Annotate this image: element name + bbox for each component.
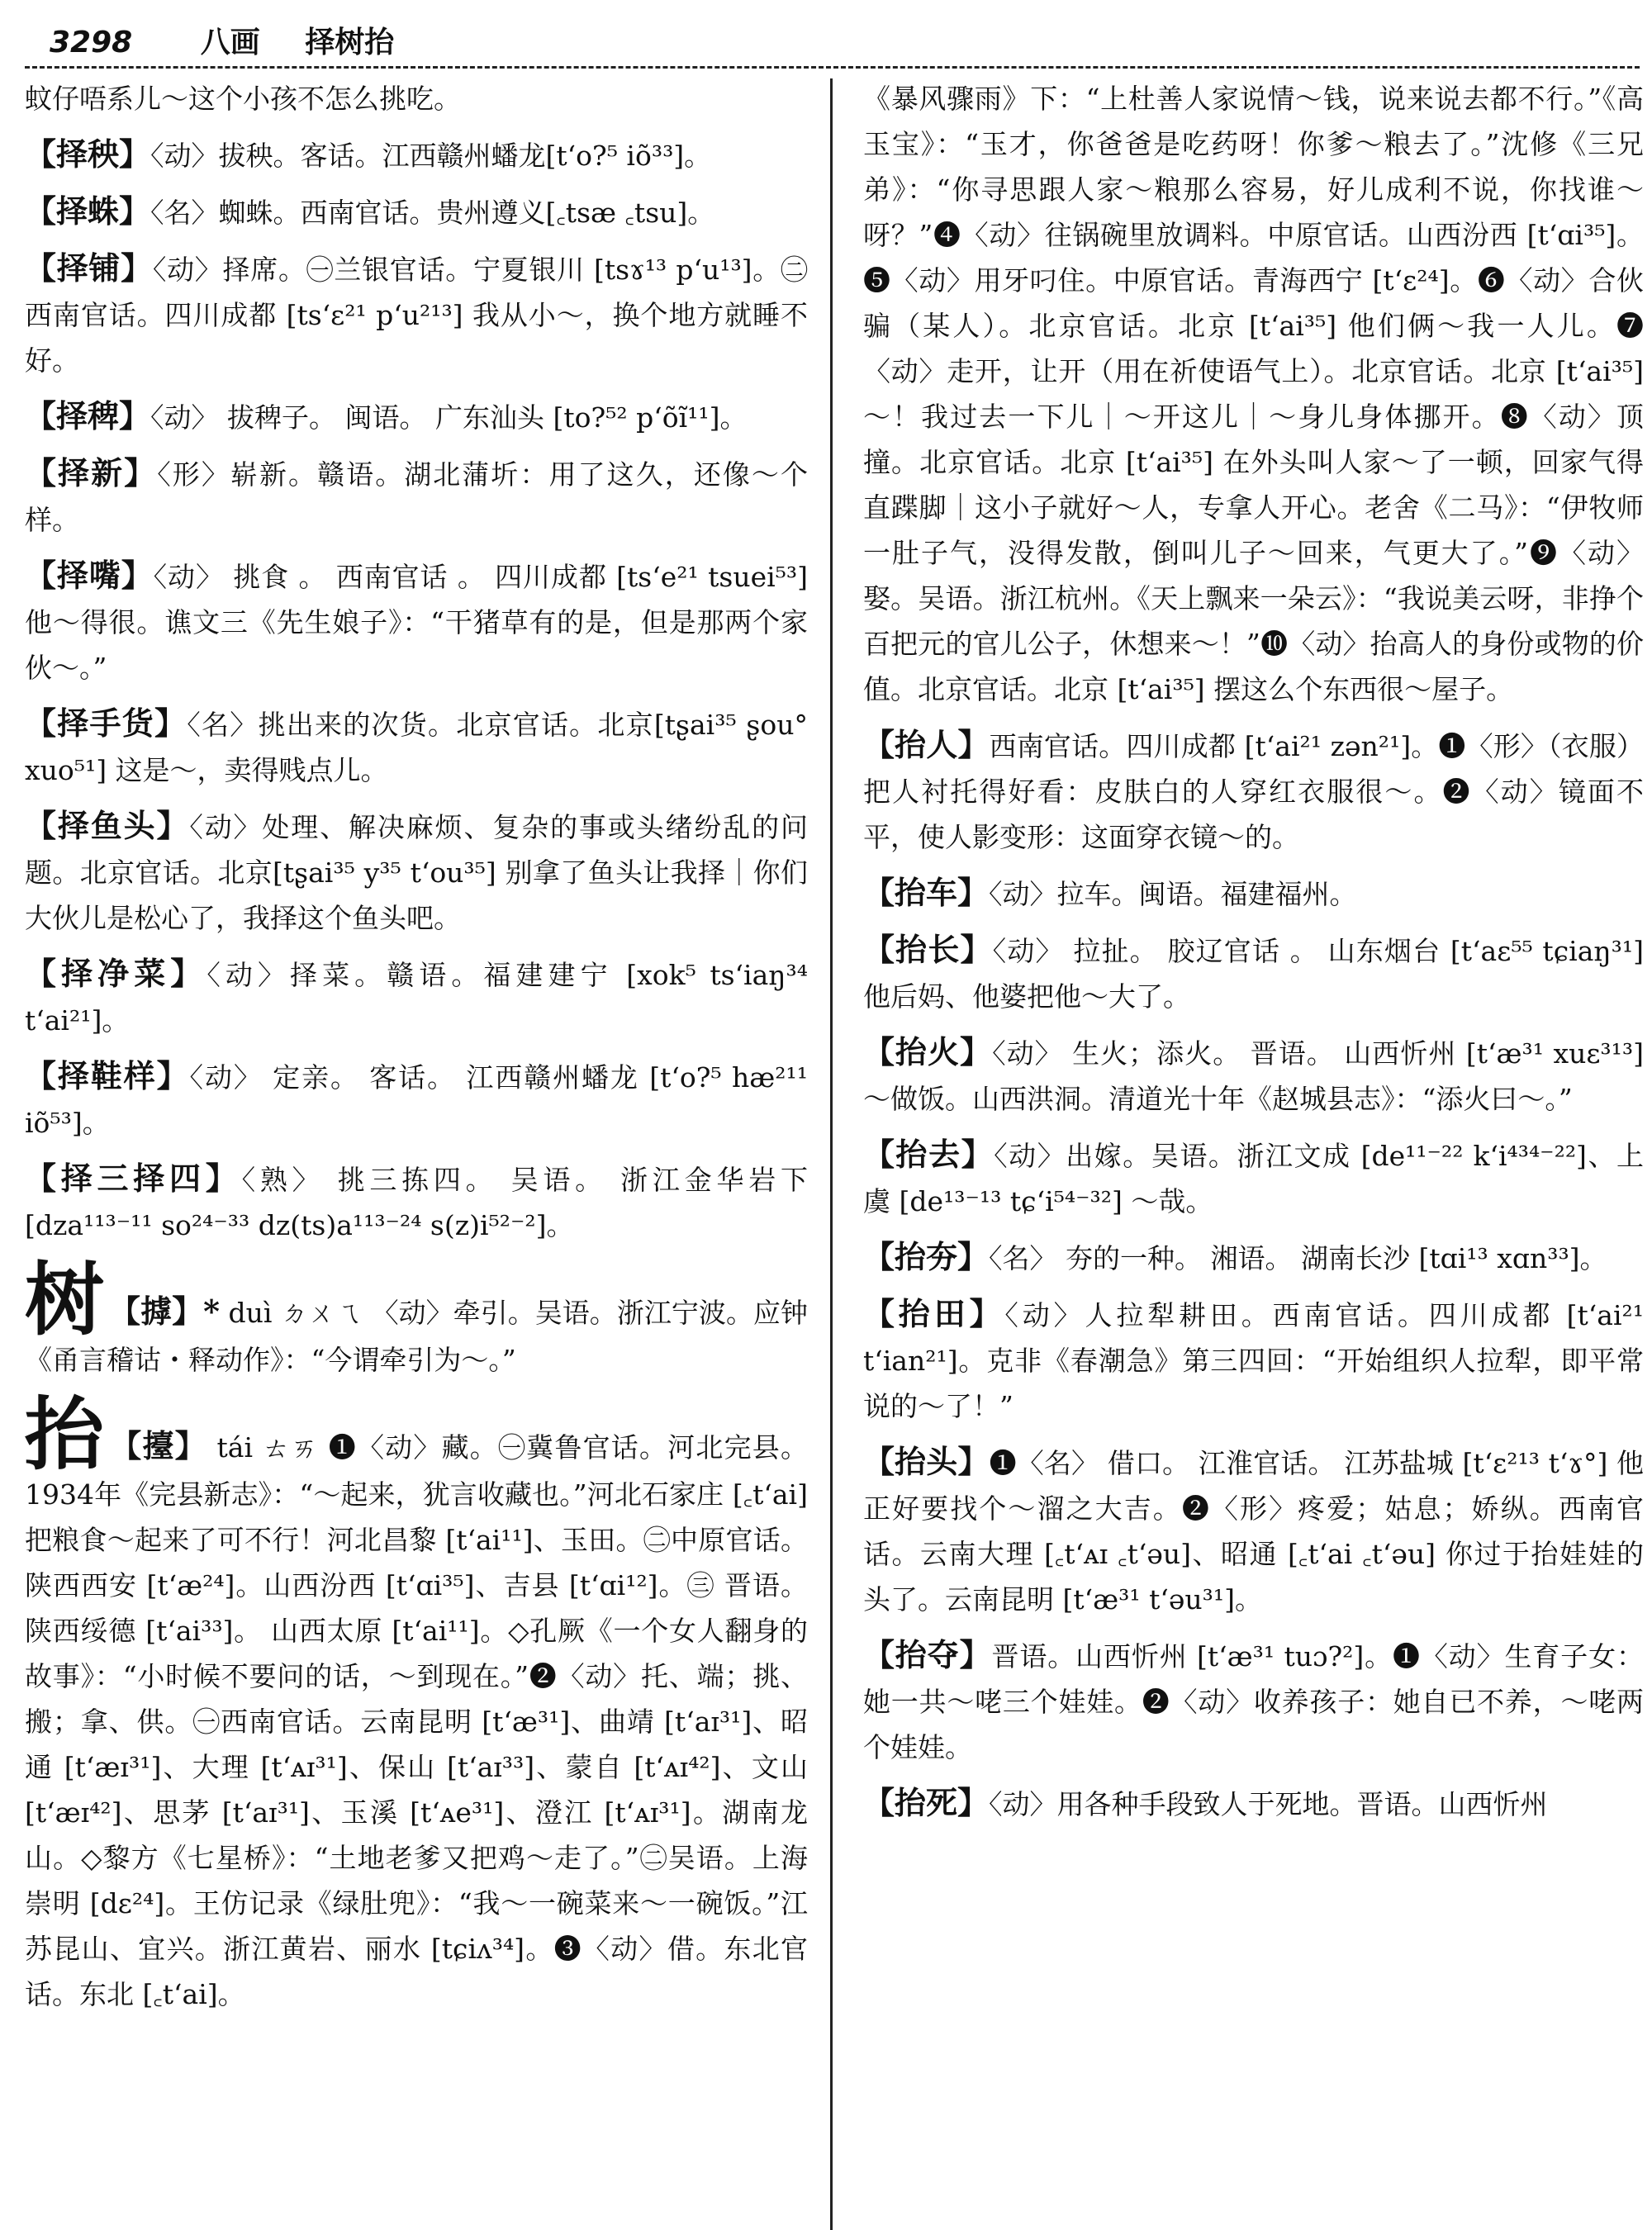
entry-text: 〈形〉崭新。赣语。湖北蒲圻：用了这久，还像～个样。 <box>25 458 808 536</box>
entry-text: 〈动〉 拔稗子。 闽语。 广东汕头 [to?⁵² p‘õĩ¹¹]。 <box>150 401 748 434</box>
variant-form: 【摢】* <box>109 1293 220 1330</box>
entry-text: 〈熟〉 挑三拣四。 吴语。 浙江金华岩下 [dza¹¹³⁻¹¹ so²⁴⁻³³ dz(ts)a¹¹³⁻²⁴ s(z)i⁵²⁻²]。 <box>25 1164 808 1241</box>
entry-headword: 【抬夯】 <box>863 1238 990 1275</box>
head-character: 树 <box>25 1253 105 1346</box>
dictionary-entry <box>863 1632 1644 1770</box>
dictionary-entry <box>25 1155 808 1248</box>
entry-text: 〈动〉 生火；添火。 晋语。 山西忻州 [t‘æ³¹ xuɛ³¹³]～做饭。山西洪洞。清道光十年《赵城县志》：“添火曰～。” <box>863 1037 1644 1115</box>
entry-text: 《暴风骤雨》下：“上杜善人家说情～钱，说来说去都不行。”《高玉宝》：“玉才，你爸爸是吃药呀！你爹～粮去了。”沈修《三兄弟》：“你寻思跟人家～粮那么容易，好儿成利不说，你找谁～呀？”❹〈动〉往锅碗里放调料。中原官话。山西汾西 [t‘ɑi³⁵]。❺〈动〉用牙叼住。中原官话。青海西宁 [t‘ɛ²⁴]。❻〈动〉合伙骗（某人）。北京官话。北京 [t‘ai³⁵] 他们俩～我一人儿。❼〈动〉走开，让开（用在祈使语气上）。北京官话。北京 [t‘ai³⁵] ～！我过去一下儿｜～开这儿｜～身儿身体挪开。❽〈动〉顶撞。北京官话。北京 [t‘ai³⁵] 在外头叫人家～了一顿，回家气得直蹀脚｜这小子就好～人，专拿人开心。老舍《二马》：“伊牧师一肚子气，没得发散，倒叫儿子～回来，气更大了。”❾〈动〉娶。吴语。浙江杭州。《天上飘来一朵云》：“我说美云呀，非挣个百把元的官儿公子，休想来～！”❿〈动〉抬高人的身份或物的价值。北京官话。北京 [t‘ai³⁵] 摆这么个东西很～屋子。 <box>863 83 1644 705</box>
entry-headword: 【择蛛】 <box>25 192 151 230</box>
dictionary-entry <box>25 803 808 941</box>
entry-text: 〈名〉挑出来的次货。北京官话。北京[tʂai³⁵ ʂou° xuo⁵¹] 这是～，卖得贱点儿。 <box>25 709 808 786</box>
entry-text: 西南官话。四川成都 [t‘ai²¹ zən²¹]。❶〈形〉（衣服）把人衬托得好看：皮肤白的人穿红衣服很～。❷〈动〉镜面不平，使人影变形：这面穿衣镜～的。 <box>863 730 1644 853</box>
dictionary-entry <box>863 927 1644 1019</box>
entry-headword: 【择净菜】 <box>25 955 207 992</box>
section-label: 八画 <box>200 26 260 59</box>
entry-text: 〈动〉择菜。赣语。福建建宁 [xok⁵ ts‘iaŋ³⁴ t‘ai²¹]。 <box>25 959 808 1037</box>
header-rule <box>25 66 1640 69</box>
page-number: 3298 <box>50 26 133 59</box>
dictionary-entry <box>25 131 808 178</box>
entry-headword: 【择手货】 <box>25 705 188 742</box>
entry-headword: 【抬人】 <box>863 726 990 763</box>
entry-text: duì ㄉㄨㄟ 〈动〉牵引。吴语。浙江宁波。应钟《甬言稽诂・释动作》：“今谓牵引为～。” <box>25 1297 808 1376</box>
header-chars: 择树抬 <box>305 26 395 59</box>
entry-headword: 【择秧】 <box>25 135 151 173</box>
entry-text: 〈动〉拉车。闽语。福建福州。 <box>989 878 1357 910</box>
dictionary-entry <box>863 1234 1644 1281</box>
entry-text: 〈动〉人拉犁耕田。西南官话。四川成都 [t‘ai²¹ t‘ian²¹]。克非《春潮急》第三四回：“开始组织人拉犁，即平常说的～了！” <box>863 1299 1644 1422</box>
dictionary-entry <box>25 951 808 1043</box>
variant-form: 【擡】 <box>110 1427 207 1464</box>
entry-headword: 【择新】 <box>25 454 158 491</box>
entry-headword: 【抬车】 <box>863 874 990 911</box>
dictionary-entry <box>25 700 808 793</box>
dictionary-entry <box>863 1132 1644 1224</box>
left-column <box>25 76 808 2223</box>
character-entry <box>25 1388 808 2017</box>
dictionary-entry <box>25 393 808 440</box>
dictionary-entry <box>25 450 808 543</box>
dictionary-entry <box>863 1439 1644 1622</box>
dictionary-entry <box>25 245 808 383</box>
entry-headword: 【抬田】 <box>863 1295 1005 1332</box>
head-character: 抬 <box>25 1388 106 1481</box>
right-column <box>863 76 1644 2223</box>
dictionary-entry <box>863 1029 1644 1122</box>
entry-headword: 【抬火】 <box>863 1033 993 1070</box>
entry-text: 〈动〉择席。㊀兰银官话。宁夏银川 [tsɤ¹³ p‘u¹³]。㊁西南官话。四川成都 [ts‘ɛ²¹ p‘u²¹³] 我从小～，换个地方就睡不好。 <box>25 254 808 377</box>
entry-text: tái ㄊㄞ ❶〈动〉藏。㊀冀鲁官话。河北完县。1934年《完县新志》：“～起来，犹言收藏也。”河北石家庄 [꜀t‘ai] 把粮食～起来了可不行！河北昌黎 [t‘ai¹¹]、玉田。㊁中原官话。陕西西安 [t‘æ²⁴]。山西汾西 [t‘ɑi³⁵]、吉县 [t‘ɑi¹²]。㊂ 晋语。 陕西绥德 [t‘ai³³]。 山西太原 [t‘ai¹¹]。◇孔厥《一个女人翻身的故事》：“小时候不要问的话，～到现在。”❷〈动〉托、端；挑、搬；拿、供。㊀西南官话。云南昆明 [t‘æ³¹]、曲靖 [t‘aɪ³¹]、昭通 [t‘æɪ³¹]、大理 [t‘ᴀɪ³¹]、保山 [t‘aɪ³³]、蒙自 [t‘ᴀɪ⁴²]、文山 [t‘æɪ⁴²]、思茅 [t‘aɪ³¹]、玉溪 [t‘ᴀe³¹]、澄江 [t‘ᴀɪ³¹]。湖南龙山。◇黎方《七星桥》：“土地老爹又把鸡～走了。”㊁吴语。上海崇明 [dɛ²⁴]。王仿记录《绿肚兜》：“我～一碗菜来～一碗饭。”江苏昆山、宜兴。浙江黄岩、丽水 [tɕiʌ³⁴]。❸〈动〉借。东北官话。东北 [꜀t‘ai]。 <box>25 1431 808 2010</box>
column-divider <box>830 78 833 2230</box>
entry-headword: 【抬头】 <box>863 1443 990 1480</box>
entry-text: ❶〈名〉 借口。 江淮官话。 江苏盐城 [t‘ɛ²¹³ t‘ɤ°] 他正好要找个～溜之大吉。❷〈形〉疼爱；姑息；娇纵。西南官话。云南大理 [꜀t‘ᴀɪ ꜀t‘əu]、昭通 [꜀t‘ai ꜀t‘əu] 你过于抬娃娃的头了。云南昆明 [t‘æ³¹ t‘əu³¹]。 <box>863 1447 1644 1616</box>
entry-continuation <box>863 76 1644 712</box>
entry-headword: 【择鱼头】 <box>25 807 190 844</box>
dictionary-entry <box>863 722 1644 860</box>
dictionary-entry <box>25 188 808 235</box>
dictionary-entry <box>863 870 1644 917</box>
entry-text: 〈动〉 定亲。 客话。 江西赣州蟠龙 [t‘o?⁵ hæ²¹¹ iõ⁵³]。 <box>25 1061 808 1139</box>
entry-text: 〈动〉 挑食 。 西南官话 。 四川成都 [ts‘e²¹ tsuei⁵³] 他～得很。谯文三《先生娘子》：“干猪草有的是，但是那两个家伙～。” <box>25 561 808 684</box>
entry-text: 〈名〉蜘蛛。西南官话。贵州遵义[꜀tsæ ꜀tsu]。 <box>150 197 715 229</box>
entry-headword: 【抬去】 <box>863 1136 995 1173</box>
entry-headword: 【择嘴】 <box>25 557 154 594</box>
entry-continuation <box>25 76 808 121</box>
entry-text: 〈动〉拔秧。客话。江西赣州蟠龙[t‘o?⁵ iõ³³]。 <box>150 140 712 172</box>
entry-text: 蚊仔唔系儿～这个小孩不怎么挑吃。 <box>25 83 461 115</box>
entry-headword: 【择三择四】 <box>25 1160 242 1197</box>
entry-text: 〈动〉处理、解决麻烦、复杂的事或头绪纷乱的问题。北京官话。北京[tʂai³⁵ y³⁵ t‘ou³⁵] 别拿了鱼头让我择｜你们大伙儿是松心了，我择这个鱼头吧。 <box>25 811 808 934</box>
character-entry <box>25 1253 808 1383</box>
entry-headword: 【择稗】 <box>25 397 151 434</box>
page-header <box>50 18 1652 68</box>
entry-text: 〈动〉用各种手段致人于死地。晋语。山西忻州 <box>989 1788 1548 1820</box>
entry-headword: 【择鞋样】 <box>25 1057 190 1094</box>
dictionary-entry <box>863 1780 1644 1827</box>
entry-text: 〈动〉出嫁。吴语。浙江文成 [de¹¹⁻²² k‘i⁴³⁴⁻²²]、上虞 [de¹³⁻¹³ tɕ‘i⁵⁴⁻³²] ～哉。 <box>863 1140 1644 1217</box>
entry-headword: 【抬夺】 <box>863 1636 992 1673</box>
entry-text: 〈动〉 拉扯。 胶辽官话 。 山东烟台 [t‘aɛ⁵⁵ tɕiaŋ³¹] 他后妈、他婆把他～大了。 <box>863 935 1644 1013</box>
entry-headword: 【择铺】 <box>25 249 153 287</box>
dictionary-entry <box>863 1291 1644 1429</box>
dictionary-entry <box>25 1053 808 1146</box>
dictionary-entry <box>25 553 808 690</box>
entry-text: 〈名〉 夯的一种。 湘语。 湖南长沙 [tɑi¹³ xɑn³³]。 <box>989 1242 1607 1274</box>
entry-headword: 【抬死】 <box>863 1784 990 1821</box>
entry-text: 晋语。山西忻州 [t‘æ³¹ tuɔ?²]。❶〈动〉生育子女：她一共～咾三个娃娃。❷〈动〉收养孩子：她自已不养，～咾两个娃娃。 <box>863 1640 1644 1763</box>
entry-headword: 【抬长】 <box>863 931 993 968</box>
